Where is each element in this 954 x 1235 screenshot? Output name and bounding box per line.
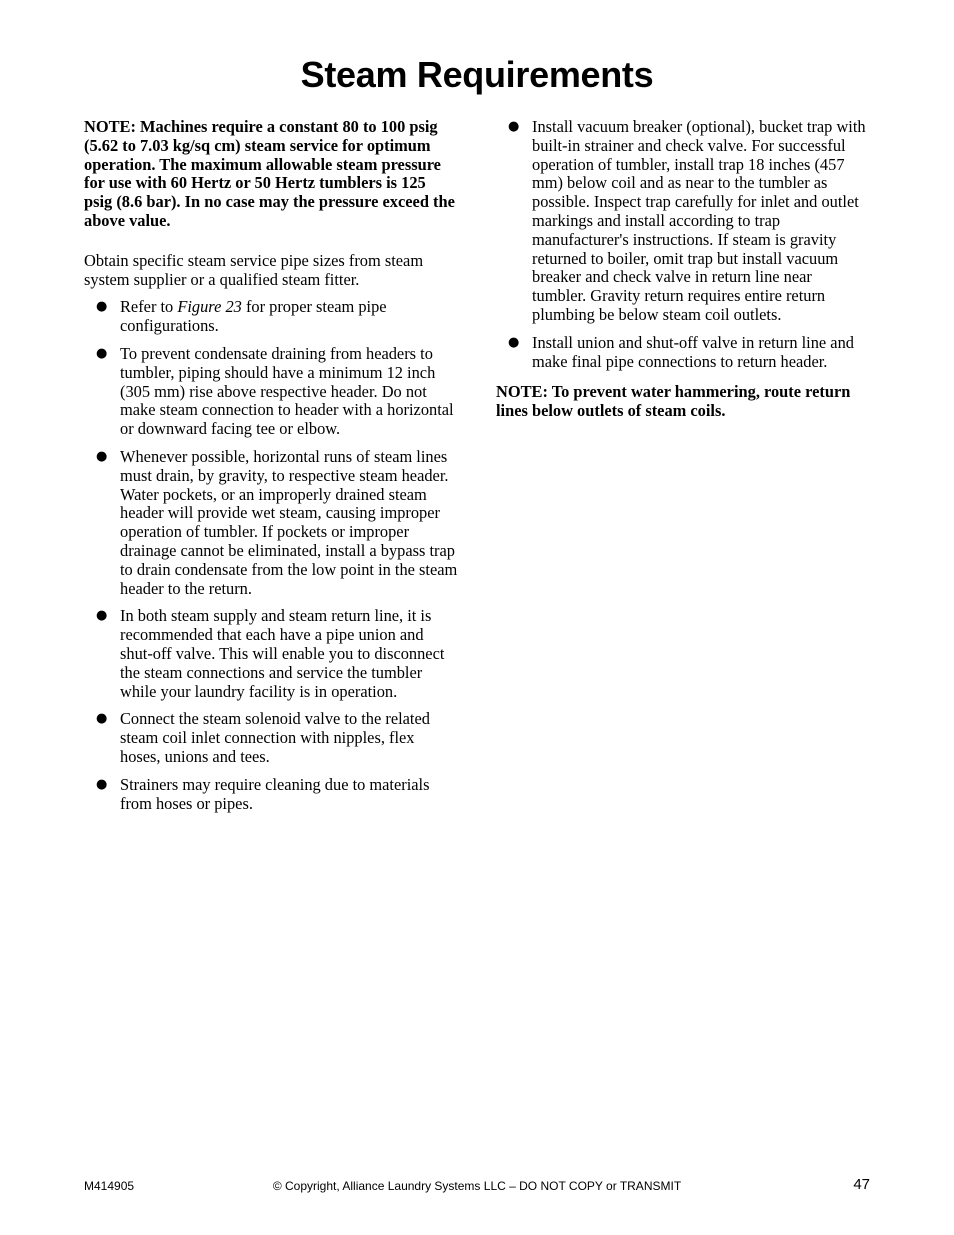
- bullet-text: Connect the steam solenoid valve to the related steam coil inlet connection with nipples, flex hoses, unions and tees.: [120, 709, 430, 766]
- page-title: Steam Requirements: [300, 54, 654, 95]
- pressure-note: NOTE: Machines require a constant 80 to 100 psig (5.62 to 7.03 kg/sq cm) steam service for optimum operation. The maximum allowable steam pressure for use with 60 Hertz or 50 Hertz tumblers is 125 psig (8.6 bar). In no case may the pressure exceed the above value.: [84, 117, 455, 230]
- bullet-icon: ●: [96, 299, 108, 315]
- list-item: [84, 776, 458, 814]
- bullet-icon: ●: [96, 345, 108, 361]
- bullet-text: Install union and shut-off valve in return line and make final pipe connections to return header.: [532, 332, 854, 371]
- list-item: [84, 345, 458, 439]
- bullet-text-pre: Refer to: [120, 297, 178, 317]
- bullet-icon: ●: [96, 448, 108, 464]
- right-column: [496, 118, 870, 442]
- intro-paragraph: Obtain specific steam service pipe sizes from steam system supplier or a qualified steam fitter.: [84, 250, 424, 289]
- list-item: [84, 607, 458, 701]
- bullet-icon: ●: [508, 119, 520, 134]
- list-item: [84, 448, 458, 598]
- bullet-text: Strainers may require cleaning due to materials from hoses or pipes.: [120, 774, 430, 813]
- bullet-text-post: for proper steam pipe configurations.: [120, 297, 387, 336]
- list-item: [496, 334, 870, 372]
- copyright-notice: © Copyright, Alliance Laundry Systems LLC – DO NOT COPY or TRANSMIT: [272, 1179, 682, 1193]
- right-bullet-list: [496, 118, 870, 371]
- left-bullet-list: [84, 298, 458, 813]
- water-hammer-note: NOTE: To prevent water hammering, route return lines below outlets of steam coils.: [496, 382, 851, 421]
- page-number: 47: [853, 1176, 870, 1193]
- bullet-text: Whenever possible, horizontal runs of steam lines must drain, by gravity, to respective steam header. Water pockets, or an improperly drained steam header will provide wet steam, causing improper operation of tumbler. If pockets or improper drainage cannot be eliminated, install a bypass trap to drain condensate from the low point in the steam header to the return.: [120, 446, 458, 598]
- document-id: M414905: [84, 1179, 135, 1193]
- bullet-text: In both steam supply and steam return line, it is recommended that each have a pipe union and shut-off valve. This will enable you to disconnect the steam connections and service the tumbler while your laundry facility is in operation.: [120, 606, 445, 701]
- left-column: [84, 118, 458, 822]
- bullet-text: Install vacuum breaker (optional), bucket trap with built-in strainer and check valve. For successful operation of tumbler, install trap 18 inches (457 mm) below coil and as near to the tumbler as possible. Inspect trap carefully for inlet and outlet markings and install according to trap manufacturer's instructions. If steam is gravity returned to boiler, omit trap but install vacuum breaker and check valve in return line near tumbler. Gravity return requires entire return plumbing be below steam coil outlets.: [532, 117, 866, 324]
- list-item: [84, 298, 458, 336]
- bullet-icon: ●: [508, 334, 520, 350]
- bullet-text: To prevent condensate draining from headers to tumbler, piping should have a minimum 12 inch (305 mm) rise above respective header. Do not make steam connection to header with a horizontal or downward facing tee or elbow.: [120, 343, 454, 439]
- list-item: [496, 118, 870, 325]
- bullet-icon: ●: [96, 608, 108, 624]
- list-item: [84, 710, 458, 766]
- page-footer: [84, 1176, 870, 1196]
- bullet-icon: ●: [96, 711, 108, 727]
- figure-reference-link[interactable]: Figure 23: [177, 297, 242, 317]
- bullet-icon: ●: [96, 776, 108, 792]
